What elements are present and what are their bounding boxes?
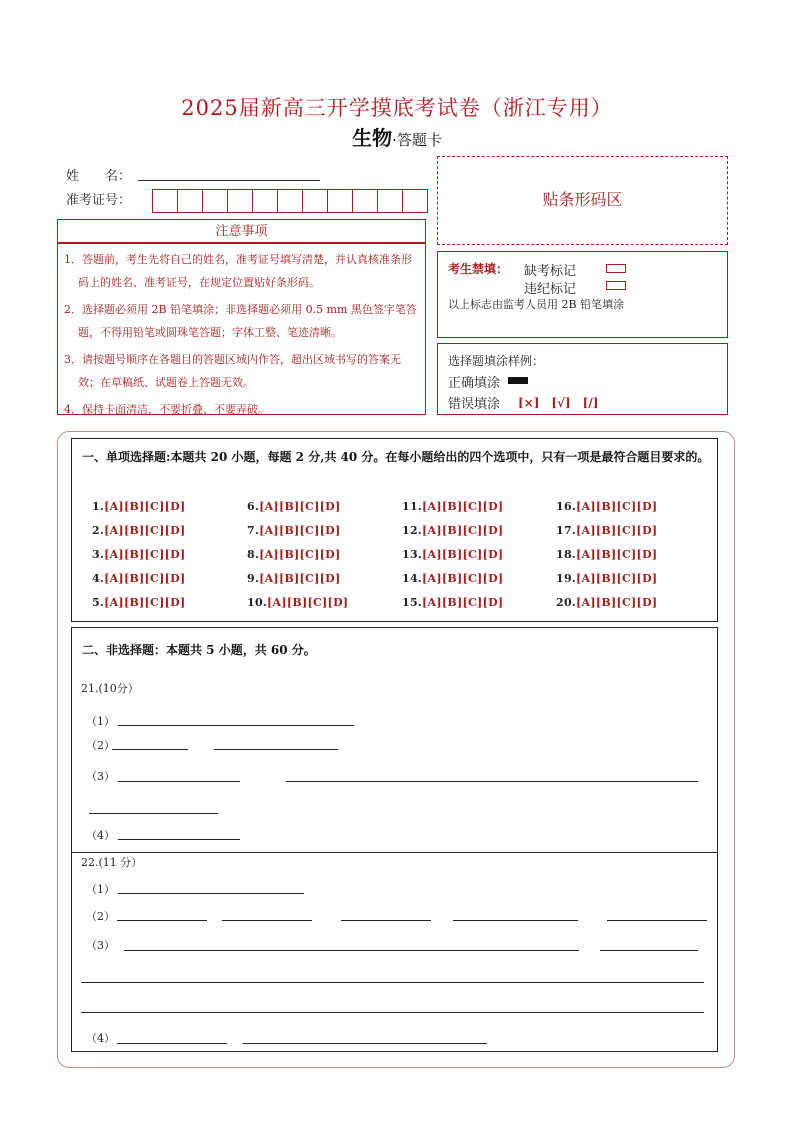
mc-option-bubbles[interactable]: [A][B][C][D]: [104, 596, 186, 609]
id-cell[interactable]: [278, 190, 303, 212]
id-label: 准考证号：: [66, 193, 132, 208]
mc-question-row[interactable]: [402, 500, 503, 513]
mc-question-number: 13.: [402, 548, 423, 561]
mc-option-bubbles[interactable]: [A][B][C][D]: [267, 596, 349, 609]
q22-3-answer-line-c[interactable]: [81, 982, 704, 983]
q22-2-answer-line-c[interactable]: [341, 920, 431, 921]
absent-mark-box[interactable]: [606, 264, 626, 273]
correct-fill-sample: [508, 377, 528, 384]
id-cell[interactable]: [328, 190, 353, 212]
mc-question-number: 10.: [247, 596, 268, 609]
id-cell[interactable]: [353, 190, 378, 212]
mc-question-row[interactable]: [247, 596, 348, 609]
mc-question-number: 12.: [402, 524, 423, 537]
q22-4-answer-line-b[interactable]: [243, 1043, 487, 1044]
mc-question-number: 6.: [247, 500, 260, 513]
id-number-cells[interactable]: [152, 189, 428, 213]
mc-option-bubbles[interactable]: [A][B][C][D]: [576, 548, 658, 561]
q22-2-answer-line-a[interactable]: [117, 920, 207, 921]
question-divider: [71, 852, 718, 853]
mc-question-number: 11.: [402, 500, 423, 513]
mc-option-bubbles[interactable]: [A][B][C][D]: [576, 596, 658, 609]
q22-3-answer-line-d[interactable]: [81, 1012, 704, 1013]
flags-label: 考生禁填：: [448, 262, 509, 276]
id-cell[interactable]: [303, 190, 328, 212]
q22-2-answer-line-d[interactable]: [453, 920, 578, 921]
violation-label: 违纪标记: [524, 282, 577, 297]
mc-question-row[interactable]: [247, 572, 340, 585]
id-cell[interactable]: [178, 190, 203, 212]
q21-2-answer-line-a[interactable]: [112, 749, 188, 750]
mc-question-row[interactable]: [247, 524, 340, 537]
q21-sub4: （4）: [86, 829, 115, 842]
q21-label: 21.(10分）: [81, 682, 139, 695]
sample-title: 选择题填涂样例：: [448, 354, 545, 368]
mc-question-row[interactable]: [402, 572, 503, 585]
fill-sample-box: [437, 343, 728, 415]
mc-question-row[interactable]: [556, 548, 657, 561]
mc-question-row[interactable]: [247, 548, 340, 561]
mc-option-bubbles[interactable]: [A][B][C][D]: [259, 524, 341, 537]
id-cell[interactable]: [378, 190, 403, 212]
mc-question-number: 14.: [402, 572, 423, 585]
mc-option-bubbles[interactable]: [A][B][C][D]: [422, 500, 504, 513]
q22-3-answer-line-b[interactable]: [600, 950, 698, 951]
q22-sub3: （3）: [86, 939, 115, 952]
notice-item: 3．请按题号顺序在各题目的答题区域内作答，超出区域书写的答案无效；在草稿纸、试题卷上答题无效。: [64, 353, 401, 389]
mc-question-row[interactable]: [402, 596, 503, 609]
section-multiple-choice: [71, 438, 718, 622]
q22-4-answer-line-a[interactable]: [117, 1043, 227, 1044]
q22-2-answer-line-e[interactable]: [607, 920, 707, 921]
mc-question-number: 15.: [402, 596, 423, 609]
q22-label: 22.(11 分）: [81, 856, 143, 869]
mc-question-row[interactable]: [92, 524, 185, 537]
mc-question-row[interactable]: [92, 572, 185, 585]
wrong-fill-samples: [×] [√] [/]: [518, 396, 599, 410]
mc-question-number: 5.: [92, 596, 105, 609]
notice-item: 1．答题前，考生先将自己的姓名，准考证号填写清楚，并认真核准条形码上的姓名、准考证号，在规定位置贴好条形码。: [64, 253, 412, 289]
name-field[interactable]: [138, 180, 320, 181]
mc-question-row[interactable]: [92, 596, 185, 609]
mc-question-number: 7.: [247, 524, 260, 537]
q22-sub2: （2）: [86, 910, 115, 923]
mc-question-row[interactable]: [92, 548, 185, 561]
q21-4-answer-line[interactable]: [118, 839, 240, 840]
mc-question-number: 1.: [92, 500, 105, 513]
mc-question-row[interactable]: [402, 548, 503, 561]
id-cell[interactable]: [253, 190, 278, 212]
q22-sub4: （4）: [86, 1032, 115, 1045]
mc-option-bubbles[interactable]: [A][B][C][D]: [104, 500, 186, 513]
mc-question-row[interactable]: [556, 500, 657, 513]
mc-option-bubbles[interactable]: [A][B][C][D]: [576, 524, 658, 537]
mc-question-row[interactable]: [556, 572, 657, 585]
q21-3-answer-line-a[interactable]: [118, 781, 240, 782]
exam-title: 2025届新高三开学摸底考试卷（浙江专用）: [181, 96, 613, 120]
mc-question-number: 17.: [556, 524, 577, 537]
mc-option-bubbles[interactable]: [A][B][C][D]: [104, 572, 186, 585]
subtitle-suffix: ·答题卡: [392, 131, 442, 149]
notice-heading: 注意事项: [57, 219, 426, 243]
notice-body: [57, 243, 426, 415]
q22-sub1: （1）: [86, 883, 115, 896]
q21-sub1: （1）: [86, 715, 115, 728]
mc-option-bubbles[interactable]: [A][B][C][D]: [422, 548, 504, 561]
mc-option-bubbles[interactable]: [A][B][C][D]: [259, 572, 341, 585]
mc-question-row[interactable]: [556, 596, 657, 609]
answer-sheet-subtitle: [0, 122, 794, 151]
mc-question-row[interactable]: [402, 524, 503, 537]
violation-mark-box[interactable]: [606, 281, 626, 290]
mc-option-bubbles[interactable]: [A][B][C][D]: [422, 524, 504, 537]
mc-question-row[interactable]: [247, 500, 340, 513]
q22-3-answer-line-a[interactable]: [124, 950, 579, 951]
mc-question-number: 3.: [92, 548, 105, 561]
id-cell[interactable]: [153, 190, 178, 212]
absent-label: 缺考标记: [524, 264, 577, 279]
mc-question-number: 20.: [556, 596, 577, 609]
subject-name: 生物: [352, 126, 393, 150]
section1-title: 一、单项选择题:本题共 20 小题，每题 2 分,共 40 分。在每小题给出的四个选项中，只有一项是最符合题目要求的。: [82, 450, 710, 464]
mc-option-bubbles[interactable]: [A][B][C][D]: [422, 596, 504, 609]
q21-sub2: （2）: [86, 739, 115, 752]
q22-2-answer-line-b[interactable]: [222, 920, 312, 921]
q22-1-answer-line[interactable]: [118, 893, 304, 894]
q21-sub3: （3）: [86, 770, 115, 783]
flags-note: 以上标志由监考人员用 2B 铅笔填涂: [448, 298, 625, 311]
mc-question-row[interactable]: [92, 500, 185, 513]
q21-2-answer-line-b[interactable]: [214, 749, 338, 750]
notice-item: 4．保持卡面清洁，不要折叠、不要弄破。: [64, 403, 269, 416]
mc-option-bubbles[interactable]: [A][B][C][D]: [576, 500, 658, 513]
q21-3-answer-line-b[interactable]: [286, 781, 698, 782]
examinee-flags-box: [437, 251, 728, 338]
id-cell[interactable]: [403, 190, 427, 212]
section2-title: 二、非选择题：本题共 5 小题，共 60 分。: [82, 643, 316, 657]
mc-question-number: 16.: [556, 500, 577, 513]
mc-option-bubbles[interactable]: [A][B][C][D]: [576, 572, 658, 585]
mc-question-number: 18.: [556, 548, 577, 561]
q21-1-answer-line[interactable]: [118, 725, 354, 726]
id-cell[interactable]: [203, 190, 228, 212]
id-cell[interactable]: [228, 190, 253, 212]
mc-question-row[interactable]: [556, 524, 657, 537]
mc-question-number: 19.: [556, 572, 577, 585]
q21-3-answer-line-c[interactable]: [89, 813, 218, 814]
correct-fill-label: 正确填涂: [448, 376, 501, 391]
wrong-fill-label: 错误填涂: [448, 397, 501, 412]
mc-option-bubbles[interactable]: [A][B][C][D]: [259, 500, 341, 513]
mc-option-bubbles[interactable]: [A][B][C][D]: [104, 524, 186, 537]
barcode-area[interactable]: 贴条形码区: [437, 156, 728, 245]
mc-option-bubbles[interactable]: [A][B][C][D]: [422, 572, 504, 585]
mc-question-number: 2.: [92, 524, 105, 537]
mc-question-number: 9.: [247, 572, 260, 585]
name-label: 姓 名：: [66, 169, 132, 184]
mc-option-bubbles[interactable]: [A][B][C][D]: [259, 548, 341, 561]
mc-option-bubbles[interactable]: [A][B][C][D]: [104, 548, 186, 561]
mc-question-number: 4.: [92, 572, 105, 585]
mc-question-number: 8.: [247, 548, 260, 561]
notice-item: 2．选择题必须用 2B 铅笔填涂；非选择题必须用 0.5 mm 黑色签字笔答题，不得用铅笔或圆珠笔答题；字体工整、笔迹清晰。: [64, 303, 417, 339]
